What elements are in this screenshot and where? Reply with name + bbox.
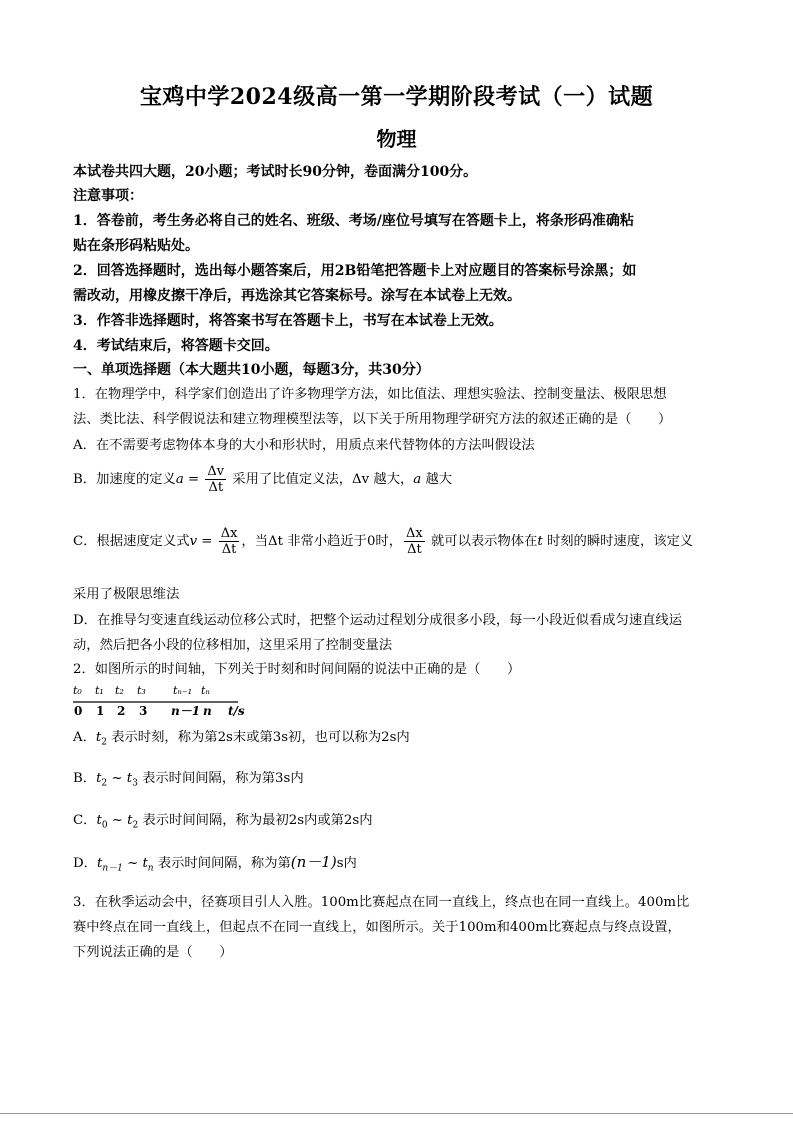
q2-option-d <box>73 852 357 879</box>
subject-heading: 物理 <box>376 127 417 151</box>
q2-b-tilde: ~ <box>107 771 127 786</box>
q1-option-c <box>73 522 693 562</box>
q1-b-var-a: a <box>175 472 184 487</box>
q1-b-numerator: Δv <box>207 464 225 479</box>
page-title: 宝鸡中学2024级高一第一学期阶段考试（一）试题 <box>139 84 654 110</box>
notice-item-1a: 1．答卷前，考生务必将自己的姓名、班级、考场/座位号填写在答题卡上，将条形码准确粘 <box>73 213 634 229</box>
q3-line1: 3．在秋季运动会中，径赛项目引人入胜。100m比赛起点在同一直线上，终点也在同一直线上。400m比 <box>73 895 690 910</box>
axis-top-t1: t₁ <box>95 684 104 697</box>
q1-c-text-mid: ，当 <box>241 534 269 549</box>
q2-d-text1: 表示时间间隔，称为第 <box>153 856 291 871</box>
q1-b-text-post: 越大， <box>369 472 414 487</box>
q1-stem-line2: 法、类比法、科学假说法和建立物理模型法等，以下关于所用物理学研究方法的叙述正确的是（ ） <box>73 412 672 427</box>
axis-top-tn: tₙ <box>201 684 210 697</box>
q1-b-var-a2: a <box>413 472 422 487</box>
q1-b-label: B．加速度的定义 <box>73 472 176 487</box>
notice-item-4: 4．考试结束后，将答题卡交回。 <box>73 338 279 354</box>
axis-top-tn-1: tₙ₋₁ <box>173 684 193 697</box>
q3-line3: 下列说法正确的是（ ） <box>73 945 233 960</box>
q2-option-b <box>73 769 304 794</box>
axis-bottom-3: 3 <box>139 704 148 718</box>
q2-b-sub2: 3 <box>132 778 138 789</box>
q1-c-fraction2 <box>404 526 425 557</box>
q2-c-sub1: 0 <box>101 820 108 831</box>
q2-d-tilde: ~ <box>122 856 143 871</box>
q2-b-var-t1: t <box>96 771 102 786</box>
q2-c-text: 表示时间间隔，称为最初2s内或第2s内 <box>138 813 373 828</box>
q1-option-d-line2: 动，然后把各小段的位移相加，这里采用了控制变量法 <box>73 638 393 653</box>
q1-c-denominator2: Δt <box>407 542 422 557</box>
q2-c-tilde: ~ <box>107 813 128 828</box>
q1-c-denominator: Δt <box>221 542 237 557</box>
q1-option-a: A．在不需要考虑物体本身的大小和形状时，用质点来代替物体的方法叫假设法 <box>73 438 535 453</box>
q1-c-delta-t: Δt <box>268 534 283 549</box>
axis-unit-label: t/s <box>228 704 245 718</box>
notice-item-2a: 2．回答选择题时，选出每小题答案后，用2B铅笔把答题卡上对应题目的答案标号涂黑；如 <box>73 263 637 279</box>
exam-summary: 本试卷共四大题，20小题；考试时长90分钟，卷面满分100分。 <box>73 164 478 180</box>
axis-top-t0: t₀ <box>73 684 82 697</box>
axis-top-t2: t₂ <box>115 684 124 697</box>
q1-c-equals: = <box>197 534 217 549</box>
q2-c-var-t1: t <box>96 813 102 828</box>
q2-option-c <box>73 811 373 836</box>
q1-stem-line1: 1．在物理学中，科学家们创造出了许多物理学方法，如比值法、理想实验法、控制变量法、极限思想 <box>73 387 667 402</box>
q2-b-sub1: 2 <box>101 778 108 789</box>
q2-d-var-t1: t <box>96 856 103 871</box>
q3-line2: 赛中终点在同一直线上，但起点不在同一直线上，如图所示。关于100m和400m比赛起点与终点设置， <box>73 920 681 935</box>
q1-option-c-line2: 采用了极限思维法 <box>73 587 180 602</box>
section-heading: 一、单项选择题（本大题共10小题，每题3分，共30分） <box>73 362 430 378</box>
q2-a-label: A． <box>73 730 96 745</box>
q1-b-equals: = <box>183 472 204 487</box>
q1-c-numerator: Δx <box>220 526 238 541</box>
notice-title: 注意事项： <box>73 188 143 204</box>
q1-option-d-line1: D．在推导匀变速直线运动位移公式时，把整个运动过程划分成很多小段，每一小段近似看成匀速直线运 <box>73 613 683 628</box>
q2-option-a <box>73 728 410 753</box>
q1-c-var-v: v <box>189 534 198 549</box>
q2-b-label: B． <box>73 771 97 786</box>
q2-stem: 2．如图所示的时间轴，下列关于时刻和时间间隔的说法中正确的是（ ） <box>73 662 521 677</box>
q1-c-var-t: t <box>537 534 543 549</box>
notice-item-3: 3．作答非选择题时，将答案书写在答题卡上，书写在本试卷上无效。 <box>73 313 503 329</box>
q2-b-text: 表示时间间隔，称为第3s内 <box>137 771 304 786</box>
q2-d-sub1: n－1 <box>102 863 123 874</box>
q2-c-var-t2: t <box>127 813 133 828</box>
q2-b-var-t2: t <box>126 771 133 786</box>
q2-a-text: 表示时刻，称为第2s末或第3s初，也可以称为2s内 <box>106 730 410 745</box>
q1-c-text-post: 时刻的瞬时速度，该定义 <box>542 534 694 549</box>
q1-b-text-mid: 采用了比值定义法， <box>228 472 353 487</box>
q1-b-fraction <box>205 464 226 495</box>
q2-c-sub2: 2 <box>132 820 139 831</box>
q2-d-var-t2: t <box>142 856 148 871</box>
q2-a-var-t: t <box>95 730 102 745</box>
q2-c-label: C． <box>73 813 97 828</box>
q2-a-subscript: 2 <box>101 737 107 748</box>
q1-b-delta-v: Δv <box>352 472 370 487</box>
axis-bottom-2: 2 <box>117 704 126 718</box>
q1-c-text-mid3: 就可以表示物体在 <box>426 534 538 549</box>
q2-d-label: D． <box>73 856 97 871</box>
q1-c-fraction <box>219 526 240 557</box>
q2-d-sub2: n <box>147 863 154 874</box>
time-axis-figure <box>73 683 253 719</box>
axis-top-t3: t₃ <box>137 684 146 697</box>
notice-item-1b: 贴在条形码粘贴处。 <box>73 238 199 254</box>
q1-b-text-end: 越大 <box>421 472 453 487</box>
axis-bottom-1: 1 <box>96 704 105 718</box>
q2-d-text2: s内 <box>336 856 357 871</box>
q1-b-denominator: Δt <box>208 480 224 495</box>
axis-bottom-0: 0 <box>74 704 83 718</box>
q1-c-numerator2: Δx <box>406 526 423 541</box>
axis-bottom-n: n <box>203 704 212 718</box>
q1-option-b <box>73 460 452 500</box>
q1-c-label: C．根据速度定义式 <box>73 534 190 549</box>
q1-c-text-mid2: 非常小趋近于0时， <box>282 534 403 549</box>
axis-bottom-n-1: n－1 <box>171 704 201 718</box>
q2-d-paren-expression: (n－1) <box>290 853 337 871</box>
notice-item-2b: 需改动，用橡皮擦干净后，再选涂其它答案标号。涂写在本试卷上无效。 <box>73 288 521 304</box>
page-bottom-rule <box>0 1113 793 1114</box>
